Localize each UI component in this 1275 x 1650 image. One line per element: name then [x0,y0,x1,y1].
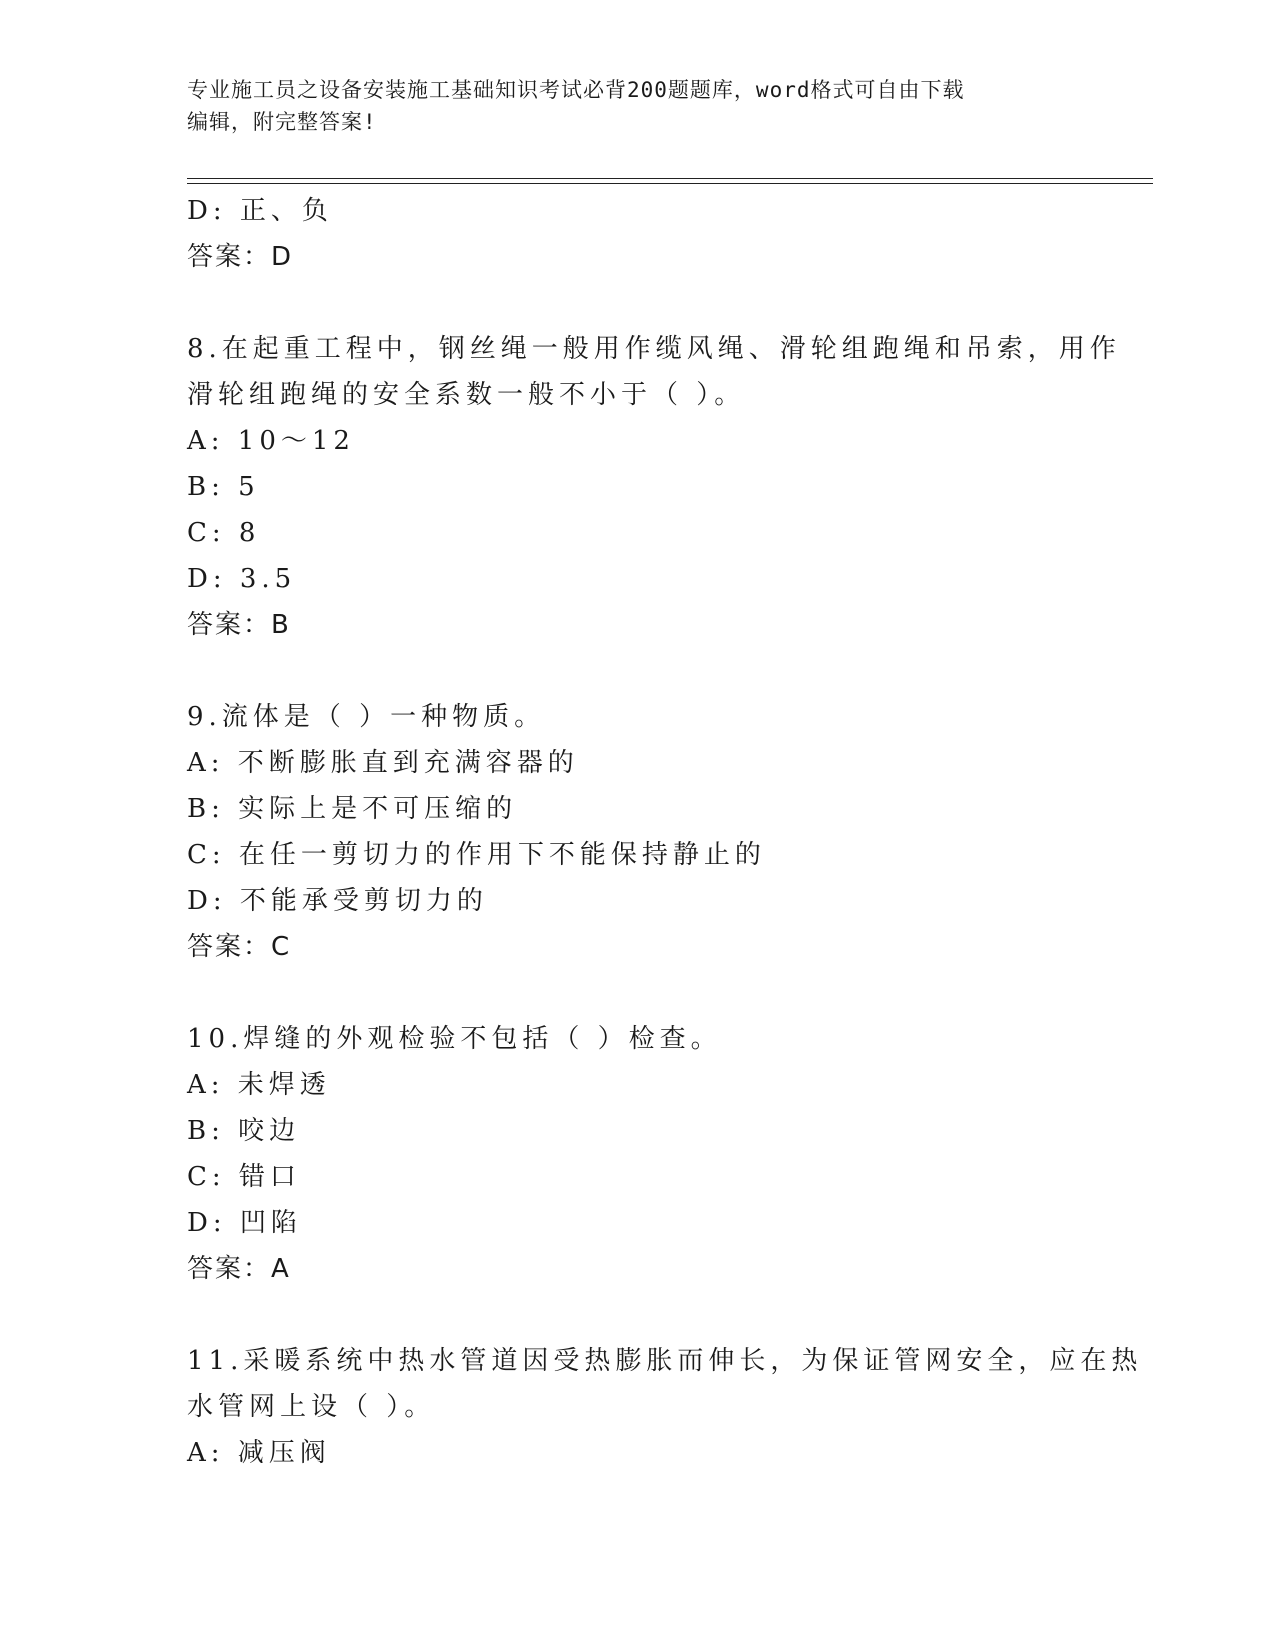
question-text: 11.采暖系统中热水管道因受热膨胀而伸长，为保证管网安全，应在热 [187,1346,1143,1376]
question-text: 8.在起重工程中，钢丝绳一般用作缆风绳、滑轮组跑绳和吊索，用作 [187,334,1121,364]
question-8 [187,326,1121,648]
header-line-1: 专业施工员之设备安装施工基础知识考试必背200题题库，word格式可自由下载 [187,78,965,102]
option-a: A: 不断膨胀直到充满容器的 [187,748,579,778]
answer: 答案：B [187,610,291,640]
header-line-2: 编辑，附完整答案! [187,110,377,134]
spacer [187,648,1087,694]
option-d: D: 凹陷 [187,1208,302,1238]
spacer [187,970,1087,1016]
answer: 答案：C [187,932,292,962]
question-text: 滑轮组跑绳的安全系数一般不小于（ ）。 [187,380,746,410]
option-a: A: 减压阀 [187,1438,331,1468]
question-text: 10.焊缝的外观检验不包括（ ）检查。 [187,1024,722,1054]
option-a: A: 10～12 [187,426,355,456]
question-10 [187,1016,1087,1292]
option-d: D: 3.5 [187,564,297,594]
option-b: B: 咬边 [187,1116,301,1146]
option-c: C: 错口 [187,1162,301,1192]
option-b: B: 实际上是不可压缩的 [187,794,518,824]
spacer [187,1292,1087,1338]
question-text: 水管网上设（ ）。 [187,1392,436,1422]
spacer [187,280,1087,326]
question-text: 9.流体是（ ）一种物质。 [187,702,546,732]
question-11 [187,1338,1143,1476]
option-d: D: 不能承受剪切力的 [187,886,488,916]
option-b: B: 5 [187,472,260,502]
option-c: C: 8 [187,518,261,548]
document-body [187,188,1143,1476]
answer: 答案：A [187,1254,291,1284]
option-a: A: 未焊透 [187,1070,331,1100]
header-rule-top [187,178,1153,179]
header-rule-bottom [187,183,1153,184]
document-header [187,74,1067,138]
option-d-prev: D: 正、负 [187,196,333,226]
question-9 [187,694,1087,970]
option-c: C: 在任一剪切力的作用下不能保持静止的 [187,840,766,870]
answer-prev: 答案：D [187,242,294,272]
